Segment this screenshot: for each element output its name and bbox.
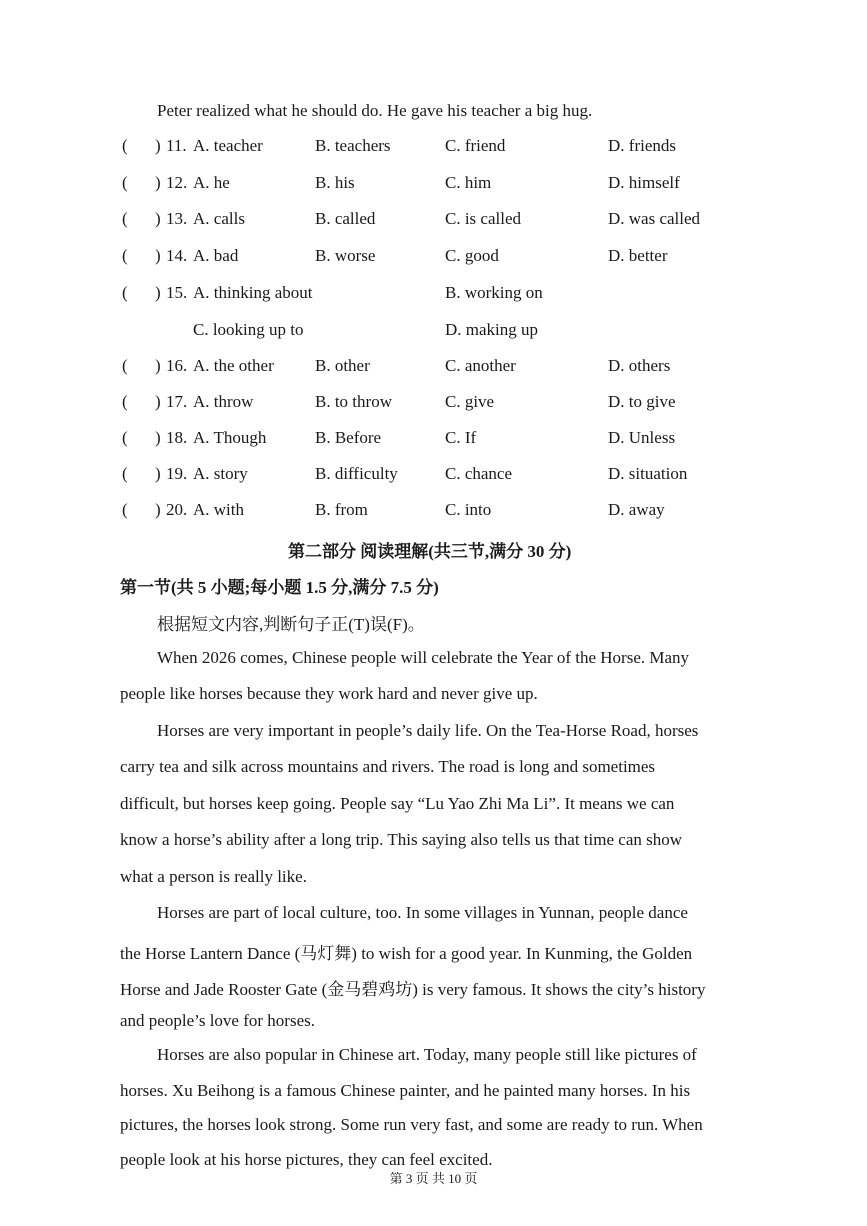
question-a: A. teacher: [193, 136, 263, 155]
passage-line: Horse and Jade Rooster Gate (金马碧鸡坊) is very famous. It shows the city’s history: [120, 980, 706, 999]
question-c: C. is called: [445, 209, 522, 228]
question-close: ): [155, 173, 161, 192]
question-paren: (: [122, 428, 128, 447]
question-num: 16.: [166, 356, 188, 375]
question-c: C. him: [445, 173, 492, 192]
question-paren: (: [122, 246, 128, 265]
question-d: D. Unless: [608, 428, 676, 447]
passage-line: horses. Xu Beihong is a famous Chinese painter, and he painted many horses. In his: [120, 1081, 691, 1100]
question-num: 12.: [166, 173, 188, 192]
question-d: D. situation: [608, 464, 688, 483]
instruction: 根据短文内容,判断句子正(T)误(F)。: [157, 615, 425, 634]
question-row: [0, 209, 867, 233]
question-a: A. thinking about: [193, 283, 313, 302]
question-close: ): [155, 500, 161, 519]
question-d: D. better: [608, 246, 668, 265]
question-close: ): [155, 428, 161, 447]
question-d: D. himself: [608, 173, 680, 192]
passage-line: what a person is really like.: [120, 867, 307, 886]
question-row: [0, 320, 867, 344]
passage-line: Horses are also popular in Chinese art. Today, many people still like pictures of: [157, 1045, 697, 1064]
question-paren: (: [122, 173, 128, 192]
passage-line: know a horse’s ability after a long trip. This saying also tells us that time can show: [120, 830, 683, 849]
question-c: C. give: [445, 392, 495, 411]
question-row: [0, 428, 867, 452]
question-paren: (: [122, 356, 128, 375]
passage-line: Horses are very important in people’s daily life. On the Tea-Horse Road, horses: [157, 721, 699, 740]
question-paren: (: [122, 464, 128, 483]
intro-line: Peter realized what he should do. He gave his teacher a big hug.: [157, 101, 593, 120]
question-close: ): [155, 283, 161, 302]
question-num: 19.: [166, 464, 188, 483]
question-row: [0, 356, 867, 380]
question-num: 15.: [166, 283, 188, 302]
question-a: A. throw: [193, 392, 254, 411]
question-d: D. others: [608, 356, 671, 375]
question-row: [0, 283, 867, 307]
passage-line: carry tea and silk across mountains and rivers. The road is long and sometimes: [120, 757, 656, 776]
question-a: A. Though: [193, 428, 267, 447]
question-c: C. another: [445, 356, 516, 375]
question-d: D. was called: [608, 209, 701, 228]
question-d: D. away: [608, 500, 665, 519]
question-b: B. called: [315, 209, 376, 228]
question-close: ): [155, 136, 161, 155]
question-paren: (: [122, 392, 128, 411]
question-close: ): [155, 356, 161, 375]
question-row: [0, 246, 867, 270]
question-b: B. teachers: [315, 136, 391, 155]
question-d: D. to give: [608, 392, 676, 411]
question-row: [0, 392, 867, 416]
question-paren: (: [122, 283, 128, 302]
question-num: 17.: [166, 392, 188, 411]
question-b: B. his: [315, 173, 355, 192]
question-close: ): [155, 392, 161, 411]
question-d: D. friends: [608, 136, 676, 155]
question-paren: (: [122, 209, 128, 228]
question-b: B. from: [315, 500, 368, 519]
question-a: A. calls: [193, 209, 245, 228]
question-paren: (: [122, 136, 128, 155]
question-c: B. working on: [445, 283, 543, 302]
question-close: ): [155, 464, 161, 483]
question-num: 11.: [166, 136, 187, 155]
question-a: A. the other: [193, 356, 274, 375]
question-num: 14.: [166, 246, 188, 265]
passage-line: Horses are part of local culture, too. In some villages in Yunnan, people dance: [157, 903, 688, 922]
question-c: D. making up: [445, 320, 539, 339]
question-row: [0, 136, 867, 160]
passage-line: people like horses because they work hard and never give up.: [120, 684, 538, 703]
question-b: B. Before: [315, 428, 382, 447]
section-title: 第一节(共 5 小题;每小题 1.5 分,满分 7.5 分): [120, 578, 439, 597]
question-c: C. chance: [445, 464, 513, 483]
question-paren: (: [122, 500, 128, 519]
question-b: B. worse: [315, 246, 376, 265]
question-a: A. bad: [193, 246, 239, 265]
question-b: B. other: [315, 356, 370, 375]
question-row: [0, 464, 867, 488]
question-row: [0, 500, 867, 524]
question-row: [0, 173, 867, 197]
question-a: A. with: [193, 500, 244, 519]
page-footer: 第 3 页 共 10 页: [389, 1171, 478, 1186]
question-close: ): [155, 246, 161, 265]
question-num: 18.: [166, 428, 188, 447]
question-close: ): [155, 209, 161, 228]
passage-line: When 2026 comes, Chinese people will celebrate the Year of the Horse. Many: [157, 648, 690, 667]
question-a: C. looking up to: [193, 320, 304, 339]
question-b: B. to throw: [315, 392, 392, 411]
question-a: A. story: [193, 464, 248, 483]
passage-line: people look at his horse pictures, they can feel excited.: [120, 1150, 493, 1169]
passage-line: the Horse Lantern Dance (马灯舞) to wish for a good year. In Kunming, the Golden: [120, 944, 693, 963]
question-num: 20.: [166, 500, 188, 519]
part-title: 第二部分 阅读理解(共三节,满分 30 分): [288, 542, 572, 561]
question-num: 13.: [166, 209, 188, 228]
passage-line: and people’s love for horses.: [120, 1011, 315, 1030]
question-c: C. If: [445, 428, 477, 447]
question-c: C. into: [445, 500, 492, 519]
question-c: C. friend: [445, 136, 506, 155]
passage-line: pictures, the horses look strong. Some run very fast, and some are ready to run. When: [120, 1115, 703, 1134]
question-a: A. he: [193, 173, 230, 192]
passage-line: difficult, but horses keep going. People say “Lu Yao Zhi Ma Li”. It means we can: [120, 794, 675, 813]
question-b: B. difficulty: [315, 464, 398, 483]
question-c: C. good: [445, 246, 499, 265]
